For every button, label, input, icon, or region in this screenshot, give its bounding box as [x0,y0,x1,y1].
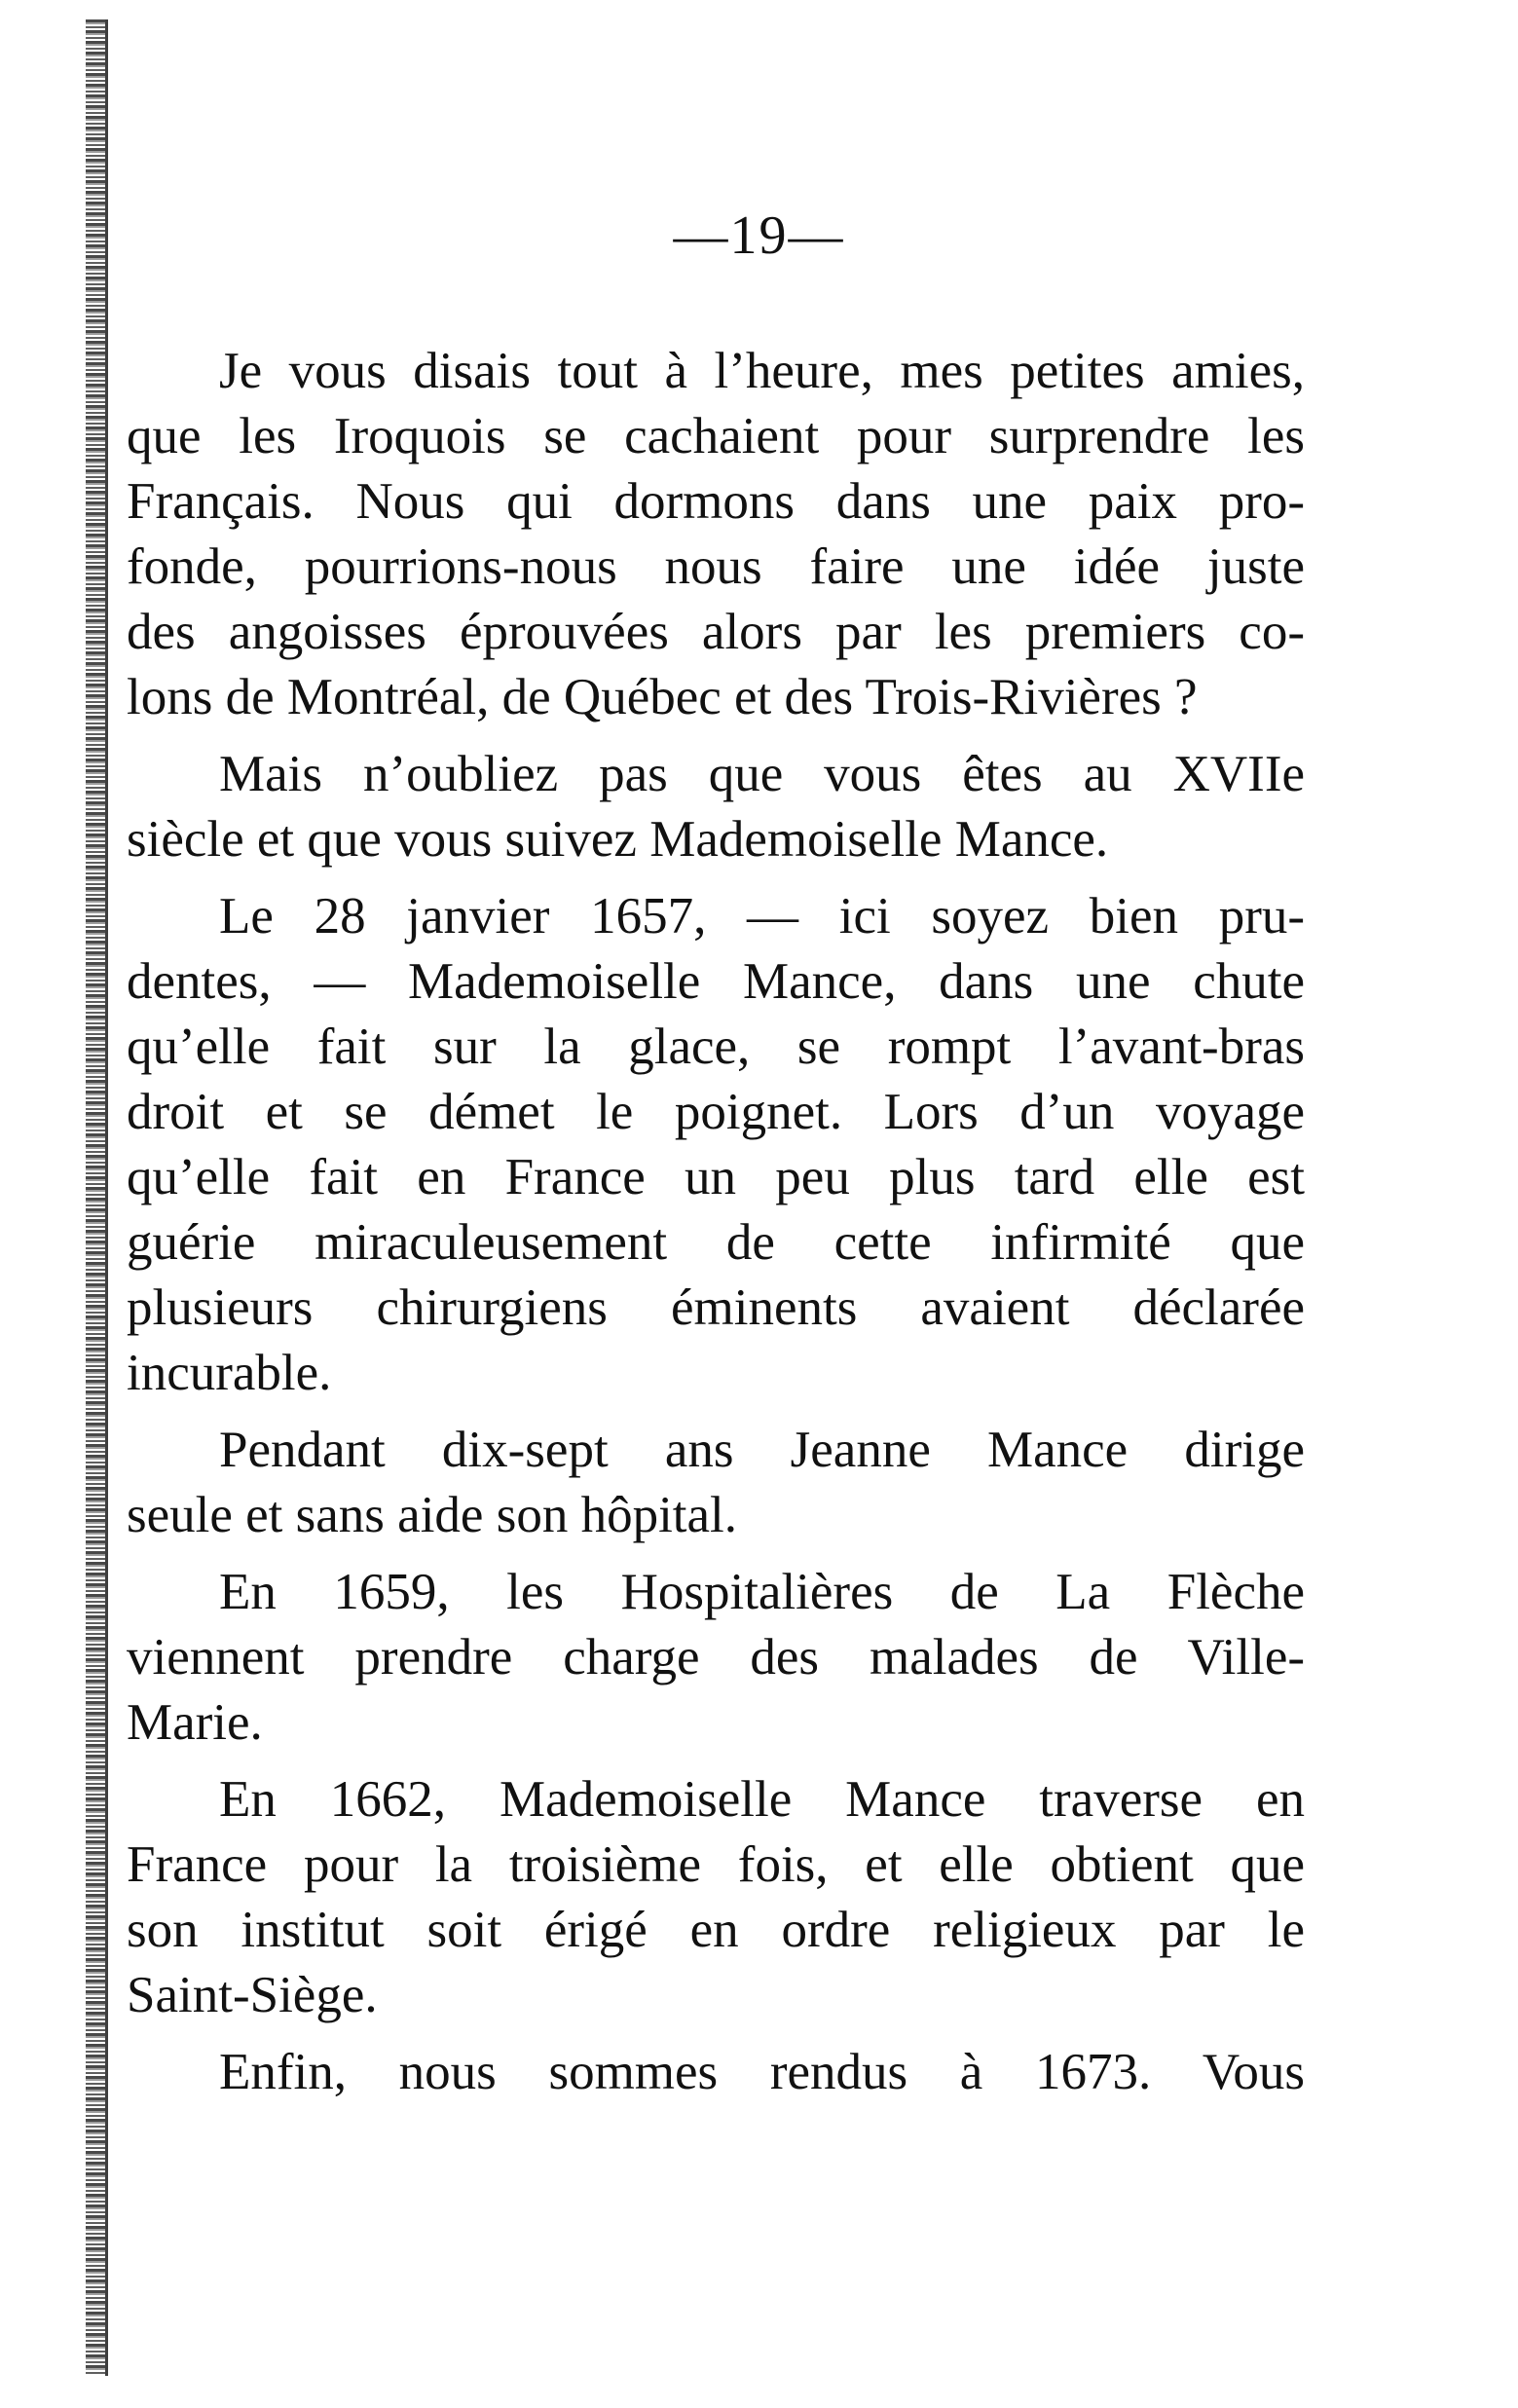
text-line: dentes, — Mademoiselle Mance, dans une chute [127,953,1305,1010]
text-line: Enfin, nous sommes rendus à 1673. Vous [219,2044,1305,2100]
text-line: droit et se démet le poignet. Lors d’un voyage [127,1084,1305,1140]
paragraph-3 [127,884,1305,1406]
body-text [127,339,1305,2117]
text-line: En 1662, Mademoiselle Mance traverse en [219,1771,1305,1828]
text-line: Saint-Siège. [127,1967,378,2023]
paragraph-7 [127,2040,1305,2105]
page-number: —19— [673,205,845,266]
text-line: Français. Nous qui dormons dans une paix pro- [127,473,1305,530]
text-line: que les Iroquois se cachaient pour surprendre les [127,408,1305,464]
text-line: son institut soit érigé en ordre religieux par le [127,1902,1305,1958]
text-line: qu’elle fait sur la glace, se rompt l’avant-bras [127,1019,1305,1075]
text-line: lons de Montréal, de Québec et des Trois-Rivières ? [127,669,1198,725]
text-line: Pendant dix-sept ans Jeanne Mance dirige [219,1422,1305,1478]
text-line: siècle et que vous suivez Mademoiselle Mance. [127,811,1109,868]
text-line: Le 28 janvier 1657, — ici soyez bien pru- [219,888,1305,945]
text-line: En 1659, les Hospitalières de La Flèche [219,1564,1305,1620]
text-line: des angoisses éprouvées alors par les premiers co- [127,604,1305,660]
text-line: Mais n’oubliez pas que vous êtes au XVIIe [219,746,1305,802]
text-line: guérie miraculeusement de cette infirmité que [127,1214,1305,1271]
paragraph-1 [127,339,1305,730]
paragraph-5 [127,1560,1305,1756]
text-line: France pour la troisième fois, et elle obtient que [127,1836,1305,1893]
binding-edge [86,19,105,2376]
paragraph-4 [127,1418,1305,1548]
paragraph-2 [127,742,1305,872]
text-line: viennent prendre charge des malades de Ville- [127,1629,1305,1686]
text-line: qu’elle fait en France un peu plus tard elle est [127,1149,1305,1205]
text-line: seule et sans aide son hôpital. [127,1487,738,1543]
text-line: incurable. [127,1345,332,1401]
text-line: Je vous disais tout à l’heure, mes petites amies, [219,343,1305,399]
paragraph-6 [127,1767,1305,2028]
text-line: plusieurs chirurgiens éminents avaient déclarée [127,1279,1305,1336]
text-line: Marie. [127,1694,263,1751]
text-line: fonde, pourrions-nous nous faire une idée juste [127,538,1305,595]
